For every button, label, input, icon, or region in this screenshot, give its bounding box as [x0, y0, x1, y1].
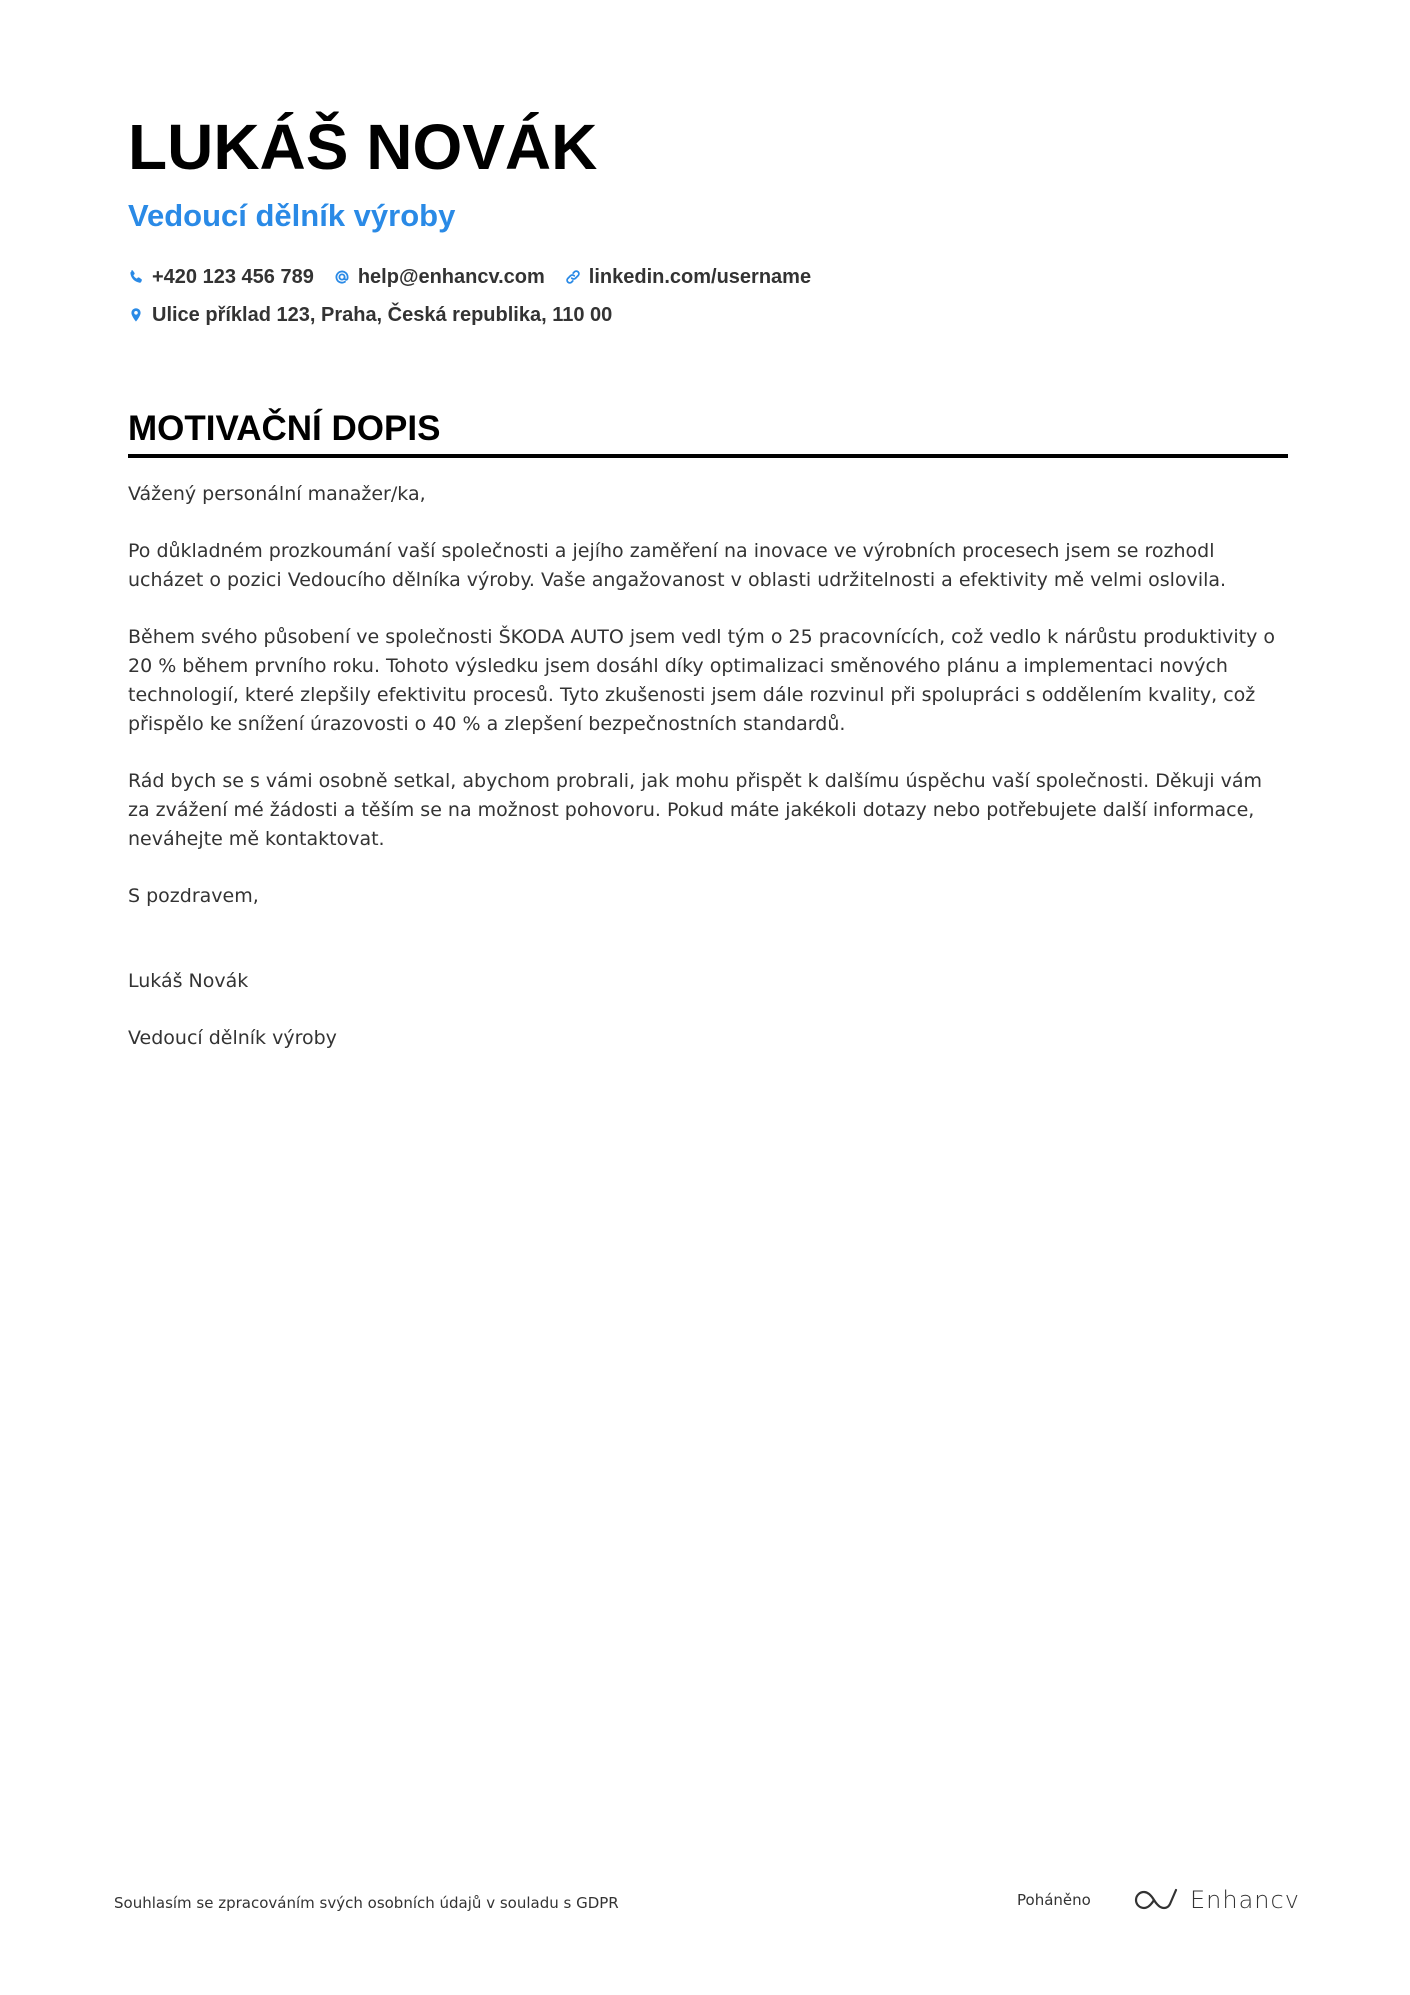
- enhancv-logo-icon: [1134, 1886, 1180, 1914]
- signature-role: Vedoucí dělník výroby: [128, 1027, 337, 1049]
- contact-row-2: [128, 296, 1288, 334]
- email-text: help@enhancv.com: [357, 265, 545, 288]
- contact-email: [334, 266, 545, 289]
- contact-info: [128, 258, 1288, 334]
- footer: [114, 1880, 1300, 1920]
- enhancv-logo[interactable]: [1134, 1882, 1300, 1918]
- at-icon: [334, 269, 350, 285]
- letter-paragraph: Po důkladném prozkoumání vaší společnosti a jejího zaměření na inovace ve výrobních procesech jsem se rozhodl ucházet o pozici Vedoucího dělníka výroby. Vaše angažovanost v oblasti udržitelnosti a efektivity mě velmi oslovila.: [128, 540, 1227, 591]
- contact-row-1: [128, 258, 1288, 296]
- header: [128, 108, 1288, 334]
- signature-name: Lukáš Novák: [128, 970, 249, 992]
- contact-phone: [128, 266, 314, 289]
- address-text: Ulice příklad 123, Praha, Česká republika, 110 00: [152, 303, 613, 326]
- gdpr-consent: Souhlasím se zpracováním svých osobních údajů v souladu s GDPR: [114, 1894, 619, 1912]
- applicant-role: Vedoucí dělník výroby: [128, 198, 456, 233]
- phone-icon: [128, 269, 144, 285]
- letter-closing: S pozdravem,: [128, 885, 259, 907]
- link-icon: [565, 269, 581, 285]
- letter-paragraph: Během svého působení ve společnosti ŠKODA AUTO jsem vedl tým o 25 pracovnících, což vedlo k nárůstu produktivity o 20 % během prvního roku. Tohoto výsledku jsem dosáhl díky optimalizaci směnového plánu a implementaci nových technologií, které zlepšily efektivitu procesů. Tyto zkušenosti jsem dále rozvinul při spolupráci s oddělením kvality, což přispělo ke snížení úrazovosti o 40 % a zlepšení bezpečnostních standardů.: [128, 626, 1275, 735]
- section-title: MOTIVAČNÍ DOPIS: [128, 408, 1288, 458]
- brand-name: Enhancv: [1190, 1886, 1300, 1914]
- linkedin-text: linkedin.com/username: [588, 265, 812, 288]
- powered-by-label: Poháněno: [1017, 1891, 1091, 1909]
- letter-greeting: Vážený personální manažer/ka,: [128, 483, 426, 505]
- location-pin-icon: [128, 307, 144, 323]
- letter-paragraph: Rád bych se s vámi osobně setkal, abychom probrali, jak mohu přispět k dalšímu úspěchu vaší společnosti. Děkuji vám za zvážení mé žádosti a těším se na možnost pohovoru. Pokud máte jakékoli dotazy nebo potřebujete další informace, neváhejte mě kontaktovat.: [128, 770, 1262, 850]
- applicant-name: LUKÁŠ NOVÁK: [128, 111, 598, 183]
- letter-body: [128, 480, 1288, 1081]
- contact-linkedin: [565, 266, 811, 289]
- contact-address: [128, 304, 612, 327]
- phone-text: +420 123 456 789: [152, 265, 314, 288]
